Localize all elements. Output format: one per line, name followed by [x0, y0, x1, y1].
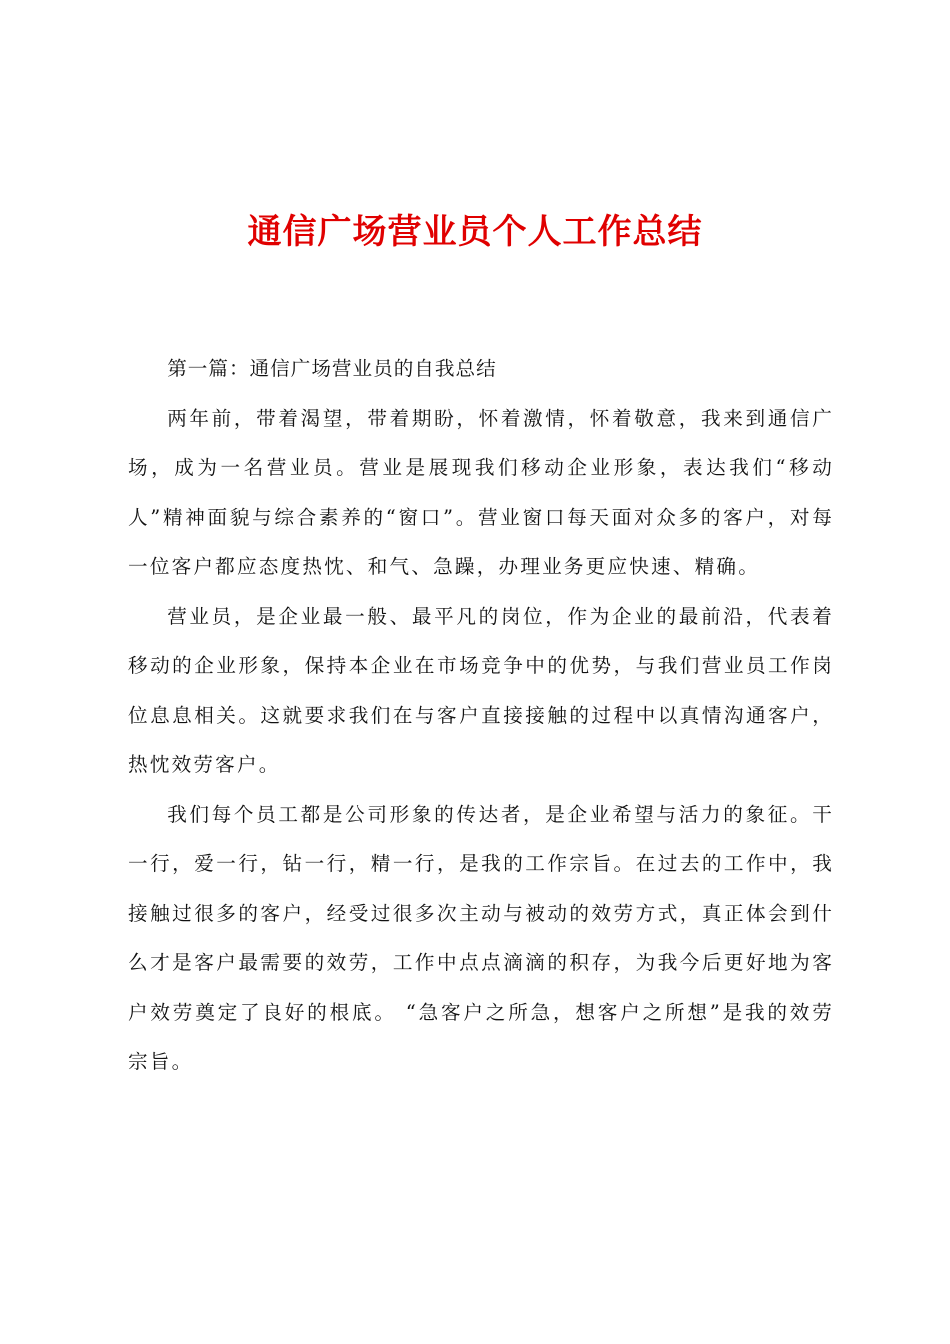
- paragraph-2: 营业员，是企业最一般、最平凡的岗位，作为企业的最前沿，代表着移动的企业形象，保持本企业在市场竞争中的优势，与我们营业员工作岗位息息相关。这就要求我们在与客户直接接触的过程中以真情沟通客户，热忱效劳客户。: [128, 604, 834, 776]
- paragraph-1: 两年前，带着渴望，带着期盼，怀着激情，怀着敬意，我来到通信广场，成为一名营业员。营业是展现我们移动企业形象，表达我们“移动人”精神面貌与综合素养的“窗口”。营业窗口每天面对众多的客户，对每一位客户都应态度热忱、和气、急躁，办理业务更应快速、精确。: [128, 406, 834, 578]
- paragraph-3: 我们每个员工都是公司形象的传达者，是企业希望与活力的象征。干一行，爱一行，钻一行，精一行，是我的工作宗旨。在过去的工作中，我接触过很多的客户，经受过很多次主动与被动的效劳方式，真正体会到什么才是客户最需要的效劳，工作中点点滴滴的积存，为我今后更好地为客户效劳奠定了良好的根底。 “急客户之所急，想客户之所想”是我的效劳宗旨。: [128, 802, 834, 1073]
- document-title: 通信广场营业员个人工作总结: [247, 212, 703, 252]
- document-body: [128, 344, 834, 1087]
- section-heading: 第一篇：通信广场营业员的自我总结: [167, 357, 497, 380]
